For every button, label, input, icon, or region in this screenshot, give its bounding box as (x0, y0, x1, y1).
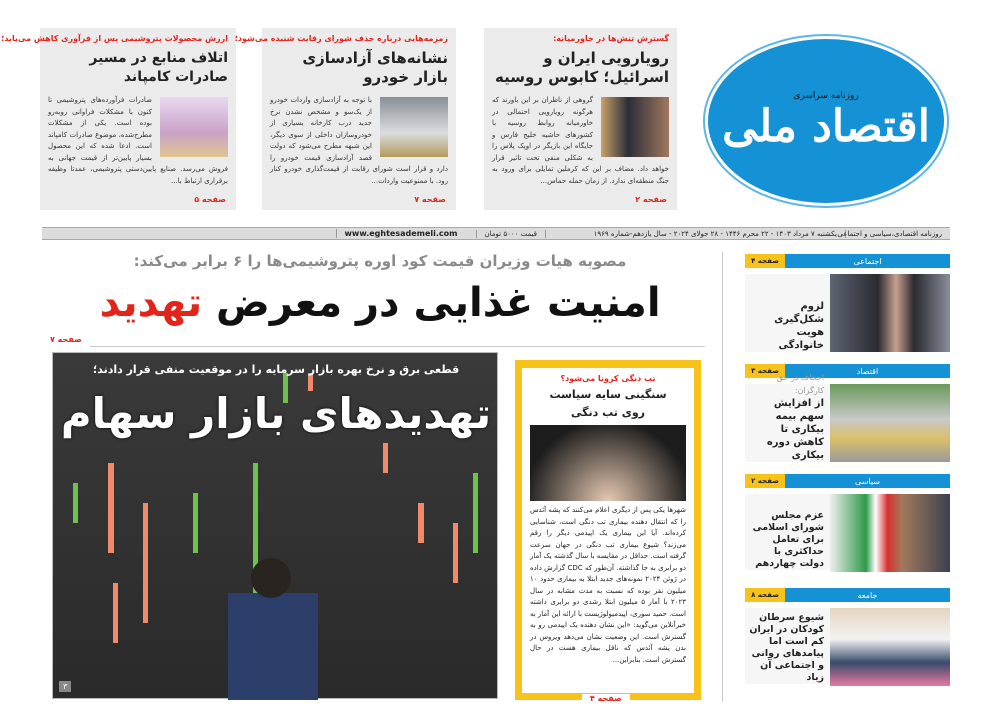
main-page[interactable]: صفحه ۷ (50, 335, 82, 344)
info-bar (42, 227, 950, 240)
car-factory-image (380, 97, 448, 157)
box-body: شهرها یکی پس از دیگری اعلام می‌کنند که پشه آئدس را که انتقال دهنده بیماری تب دنگی است، شناسایی کرده‌اند. آیا این بیماری یک اپیدمی دیگر را رقم می‌زند؟ شیوع بیماری تب دنگی در جهان سرعت گرفته است. حداقل در مقایسه با سال گذشته یک آمار دو برابری به جا گذاشته. آن‌طور که CDC گزارش داده در ژوئن ۲۰۲۴ نمونه‌های جدید ابتلا به بیماری حدود ۱۰ میلیون نفر بوده که نسبت به مدت مشابه در سال ۲۰۲۳ با آمار ۵ میلیون ابتلا رشدی دو برابری داشته است. حمید سوری، اپیدمیولوژیست با ارائه این آمار به خبرآنلاین می‌گوید: «این نشان دهنده یک اپیدمی رو به گسترش است. این وضعیت نشان می‌دهد ویروس در بدن پشه آئدس که ناقل بیماری هست در حال گسترش است. بنابراین... (529, 506, 686, 664)
website-link[interactable]: www.eghtesademeli.com (336, 229, 476, 238)
box-page[interactable]: صفحه ۴ (582, 694, 630, 703)
section-name[interactable]: جامعه (785, 588, 950, 602)
workers-image (830, 384, 950, 462)
dengue-box[interactable] (515, 360, 701, 703)
section-title: عزم مجلس شورای اسلامی برای تعامل حداکثری با دولت چهاردهم (752, 510, 824, 569)
stock-market-feature[interactable] (52, 352, 498, 699)
teaser-body: گروهی از ناظران بر این باورند که هرگونه رویارویی احتمالی در خاورمیانه روابط روسیه با کشورهای حاشیه خلیج فارس و جایگاه این بازیگر در اوپک پلاس را به شکلی منفی تحت تاثیر قرار خواهد داد. مضاف بر این که کرملین تمایلی برای ورود به جنگ منطقه‌ای ندارد. از زمان حمله حماس... (492, 96, 669, 185)
paper-type: روزنامه اقتصادی،سیاسی و اجتماعی (845, 230, 950, 238)
feature-title: تهدیدهای بازار سهام (60, 389, 492, 438)
column-divider (722, 252, 723, 702)
teaser-title: نشانه‌های آزادسازی بازار خودرو (302, 49, 448, 86)
teaser-title: اتلاف منابع در مسیر صادرات کامپاند (89, 50, 228, 85)
section-economy[interactable] (745, 364, 950, 462)
child-hospital-image (830, 608, 950, 686)
teaser-cars[interactable] (234, 28, 456, 210)
price: قیمت ۵۰۰۰ تومان (476, 230, 545, 238)
main-headline[interactable] (50, 280, 710, 326)
logo-tagline: روزنامه سراسری (793, 90, 859, 101)
teaser-kicker: ارزش محصولات پتروشیمی پس از فرآوری کاهش می‌یابد؛ (1, 34, 228, 43)
logo-title: اقتصاد ملی (722, 100, 930, 152)
teaser-body: صادرات فرآورده‌های پتروشیمی تا کنون با مشکلات فراوانی روبه‌رو بوده است. یکی از مشکلات مطرح‌شده، موضوع صادرات کامپاند است. ادعا شده که این محصول بسیار پایین‌تر از قیمت جهانی به فروش می‌رسد. صنایع پایین‌دستی پتروشیمی، عمدتا وظیفه برقراری ارتباط با... (48, 96, 228, 185)
section-politics[interactable] (745, 474, 950, 570)
section-social[interactable] (745, 254, 950, 352)
headline-red: تهدید (99, 280, 203, 326)
teaser-title: رویارویی ایران و اسرائیل؛ کابوس روسیه (495, 49, 669, 86)
box-title: سنگینی سایه سیاست روی تب دنگی (549, 388, 667, 419)
teaser-page[interactable]: صفحه ۷ (414, 195, 446, 204)
section-title: شیوع سرطان کودکان در ایران کم است اما پیامدهای روانی و اجتماعی آن زیاد (749, 612, 824, 683)
teaser-page[interactable]: صفحه ۲ (635, 195, 667, 204)
section-page[interactable]: صفحه ۳ (745, 364, 785, 378)
section-title: از افزایش سهم بیمه بیکاری تا کاهش دوره بیکاری (766, 398, 824, 461)
feature-page[interactable]: ۳ (59, 681, 71, 692)
issue-date: یکشنبه ۷ مرداد ۱۴۰۳ - ۲۲ محرم ۱۴۴۶ - ۲۸ جولای ۲۰۲۴ - سال یازدهم-شماره ۱۹۶۹ (545, 230, 845, 238)
section-name[interactable]: اجتماعی (785, 254, 950, 268)
mosquito-image (530, 425, 686, 501)
feature-kicker: قطعی برق و نرخ بهره بازار سرمایه را در موقعیت منفی قرار دادند؛ (92, 363, 460, 376)
teaser-body: با توجه به آزادسازی واردات خودرو از یک‌سو و مشخص نشدن نرخ جدید درب کارخانه بسیاری از خودروسازان داخلی از سوی دیگر، این شبهه مطرح می‌شود که دولت قصد آزادسازی قیمت خودرو را دارد و قرار است شورای رقابت از قیمت‌گذاری خودرو کنار رود. با ممنوعیت واردات... (270, 96, 448, 185)
section-page[interactable]: صفحه ۸ (745, 588, 785, 602)
section-page[interactable]: صفحه ۴ (745, 254, 785, 268)
teaser-kicker: گسترش تنش‌ها در خاورمیانه: (553, 34, 669, 43)
woman-image (830, 274, 950, 352)
section-subtitle: اجحاف در حق کارگران: (776, 373, 824, 395)
section-page[interactable]: صفحه ۲ (745, 474, 785, 488)
section-name[interactable]: اقتصاد (785, 364, 950, 378)
headline-black: امنیت غذایی در معرض (202, 280, 661, 326)
section-society[interactable] (745, 588, 950, 684)
parliament-speaker-image (830, 494, 950, 572)
box-kicker: تب دنگی کرونا می‌شود؟ (560, 374, 656, 383)
divider (90, 346, 705, 347)
teaser-kicker: زمزمه‌هایی درباره حذف شورای رقابت شنیده می‌شود؛ (234, 34, 448, 43)
teaser-petrochemical[interactable] (1, 28, 236, 210)
section-title: لزوم شکل‌گیری هویت خانوادگی (774, 301, 824, 351)
section-name[interactable]: سیاسی (785, 474, 950, 488)
logo (705, 36, 947, 206)
main-kicker: مصوبه هیات وزیران قیمت کود اوره پتروشیمی‌ها را ۶ برابر می‌کند: (133, 252, 627, 270)
man-figure (228, 593, 318, 700)
teaser-russia[interactable] (484, 28, 677, 210)
refinery-image (160, 97, 228, 157)
teaser-page[interactable]: صفحه ۵ (194, 195, 226, 204)
putin-image (601, 97, 669, 157)
